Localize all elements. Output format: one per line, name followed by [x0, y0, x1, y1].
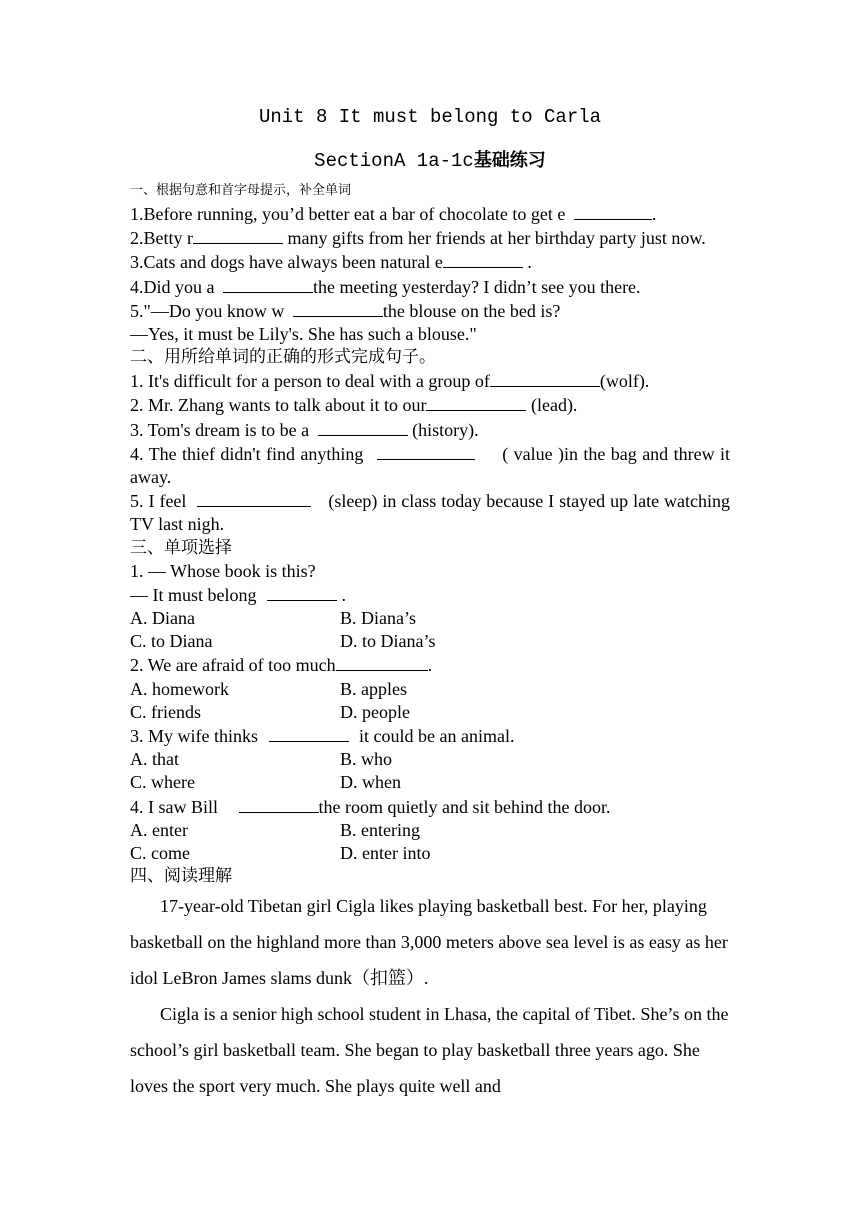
q3-option-c[interactable]: C. where — [130, 772, 195, 793]
q4-stem-text: 4. I saw Bill — [130, 796, 223, 817]
q3-options-row-2 — [130, 771, 730, 794]
q2-options-row-2 — [130, 701, 730, 724]
q2-stem-end: . — [427, 655, 433, 676]
part1-item-5-answer: —Yes, it must be Lily's. She has such a blouse." — [130, 324, 477, 345]
worksheet-content — [130, 180, 730, 1104]
q4-option-a[interactable]: A. enter — [130, 819, 188, 840]
part1-item-2-text: 2.Betty r — [130, 228, 193, 249]
q4-options-row-1 — [130, 819, 730, 842]
q3-option-b[interactable]: B. who — [340, 749, 393, 770]
q4-options-row-2 — [130, 842, 730, 865]
q1-options-row-1 — [130, 607, 730, 630]
part2-heading: 二、用所给单词的正确的形式完成句子。 — [130, 347, 436, 368]
part2-item-3-end: (history). — [407, 419, 479, 440]
q2-option-b[interactable]: B. apples — [340, 678, 407, 699]
answer-blank[interactable] — [443, 250, 523, 268]
answer-blank[interactable] — [267, 583, 337, 601]
part2-item-4-end: ( value )in the bag and threw it away. — [130, 443, 730, 488]
q3-options-row-1 — [130, 748, 730, 771]
q4-option-c[interactable]: C. come — [130, 843, 190, 864]
q2-option-a[interactable]: A. homework — [130, 678, 229, 699]
q3-stem — [130, 724, 730, 748]
q3-stem-end: it could be an animal. — [354, 726, 515, 747]
worksheet-title: Unit 8 It must belong to Carla — [258, 106, 602, 128]
q4-option-b[interactable]: B. entering — [340, 819, 420, 840]
part2-item-1-text: 1. It's difficult for a person to deal with a group of — [130, 371, 490, 392]
q1-stem-end: . — [337, 584, 346, 605]
part2-item-5-text: 5. I feel — [130, 491, 192, 512]
answer-blank[interactable] — [197, 489, 311, 507]
part1-item-5-text: 5."—Do you know w — [130, 300, 289, 321]
part2-item-5 — [130, 489, 730, 536]
q4-stem — [130, 795, 730, 819]
subtitle-en: SectionA 1a-1c — [314, 150, 474, 172]
answer-blank[interactable] — [293, 299, 383, 317]
part2-item-2-end: (lead). — [526, 395, 578, 416]
part2-item-4-text: 4. The thief didn't find anything — [130, 443, 369, 464]
part2-item-3 — [130, 418, 730, 442]
part1-item-1-text: 1.Before running, you’d better eat a bar of chocolate to get e — [130, 204, 566, 224]
q1-option-a[interactable]: A. Diana — [130, 608, 195, 629]
part1-item-1-end: . — [651, 204, 657, 224]
q2-option-c[interactable]: C. friends — [130, 701, 201, 722]
q1-option-b[interactable]: B. Diana’s — [340, 608, 416, 629]
part2-item-1-end: (wolf). — [599, 371, 650, 392]
q1-options-row-2 — [130, 630, 730, 653]
part2-item-3-text: 3. Tom's dream is to be a — [130, 419, 314, 440]
part2-item-2-text: 2. Mr. Zhang wants to talk about it to our — [130, 395, 427, 416]
part1-item-5-end: the blouse on the bed is? — [382, 300, 561, 321]
part1-item-3-end: . — [522, 252, 532, 273]
answer-blank[interactable] — [193, 226, 283, 244]
q1-stem-text: — It must belong — [130, 584, 261, 605]
part1-item-4-text: 4.Did you a — [130, 276, 219, 297]
q2-stem — [130, 653, 730, 677]
answer-blank[interactable] — [336, 653, 428, 671]
q2-option-d[interactable]: D. people — [340, 701, 410, 722]
reading-paragraph-1: 17-year-old Tibetan girl Cigla likes playing basketball best. For her, playing basketball on the highland more than 3,000 meters above sea level is as easy as her idol LeBron James slams dunk（扣篮）. — [130, 896, 728, 989]
q1-option-d[interactable]: D. to Diana’s — [340, 631, 436, 652]
q4-stem-end: the room quietly and sit behind the door. — [318, 796, 611, 817]
part1-item-2-end: many gifts from her friends at her birthday party just now. — [283, 228, 706, 249]
q1-option-c[interactable]: C. to Diana — [130, 631, 213, 652]
answer-blank[interactable] — [269, 724, 349, 742]
q3-option-a[interactable]: A. that — [130, 749, 179, 770]
reading-paragraph-2: Cigla is a senior high school student in Lhasa, the capital of Tibet. She’s on the school’s girl basketball team. She began to play basketball three years ago. She loves the sport very much. She plays quite well and — [130, 1004, 729, 1097]
q2-stem-text: 2. We are afraid of too much — [130, 655, 336, 676]
worksheet-subtitle — [0, 146, 860, 172]
part1-item-2 — [130, 226, 730, 250]
part1-item-3-text: 3.Cats and dogs have always been natural e — [130, 252, 443, 273]
q2-options-row-1 — [130, 678, 730, 701]
part1-item-4-end: the meeting yesterday? I didn’t see you there. — [313, 276, 641, 297]
part1-item-1 — [130, 202, 730, 226]
part3-heading: 三、单项选择 — [130, 537, 232, 558]
answer-blank[interactable] — [318, 418, 408, 436]
answer-blank[interactable] — [426, 393, 526, 411]
part2-item-2 — [130, 393, 730, 417]
part2-item-5-end: (sleep) in class today because I stayed up late watching TV last nigh. — [130, 491, 731, 535]
part1-heading: 一、根据句意和首字母提示，补全单词 — [130, 183, 352, 198]
q1-question: 1. — Whose book is this? — [130, 560, 316, 581]
answer-blank[interactable] — [223, 275, 313, 293]
part1-item-5 — [130, 299, 730, 323]
q3-stem-text: 3. My wife thinks — [130, 726, 263, 747]
part4-heading: 四、阅读理解 — [130, 866, 232, 887]
part1-item-4 — [130, 275, 730, 299]
answer-blank[interactable] — [490, 369, 600, 387]
part2-item-1 — [130, 369, 730, 393]
part2-item-4 — [130, 442, 730, 489]
answer-blank[interactable] — [377, 442, 475, 460]
answer-blank[interactable] — [574, 202, 652, 220]
subtitle-cn: 基础练习 — [473, 150, 546, 171]
q3-option-d[interactable]: D. when — [340, 772, 401, 793]
answer-blank[interactable] — [239, 795, 319, 813]
q4-option-d[interactable]: D. enter into — [340, 843, 431, 864]
part1-item-3 — [130, 250, 730, 274]
q1-stem — [130, 583, 730, 607]
